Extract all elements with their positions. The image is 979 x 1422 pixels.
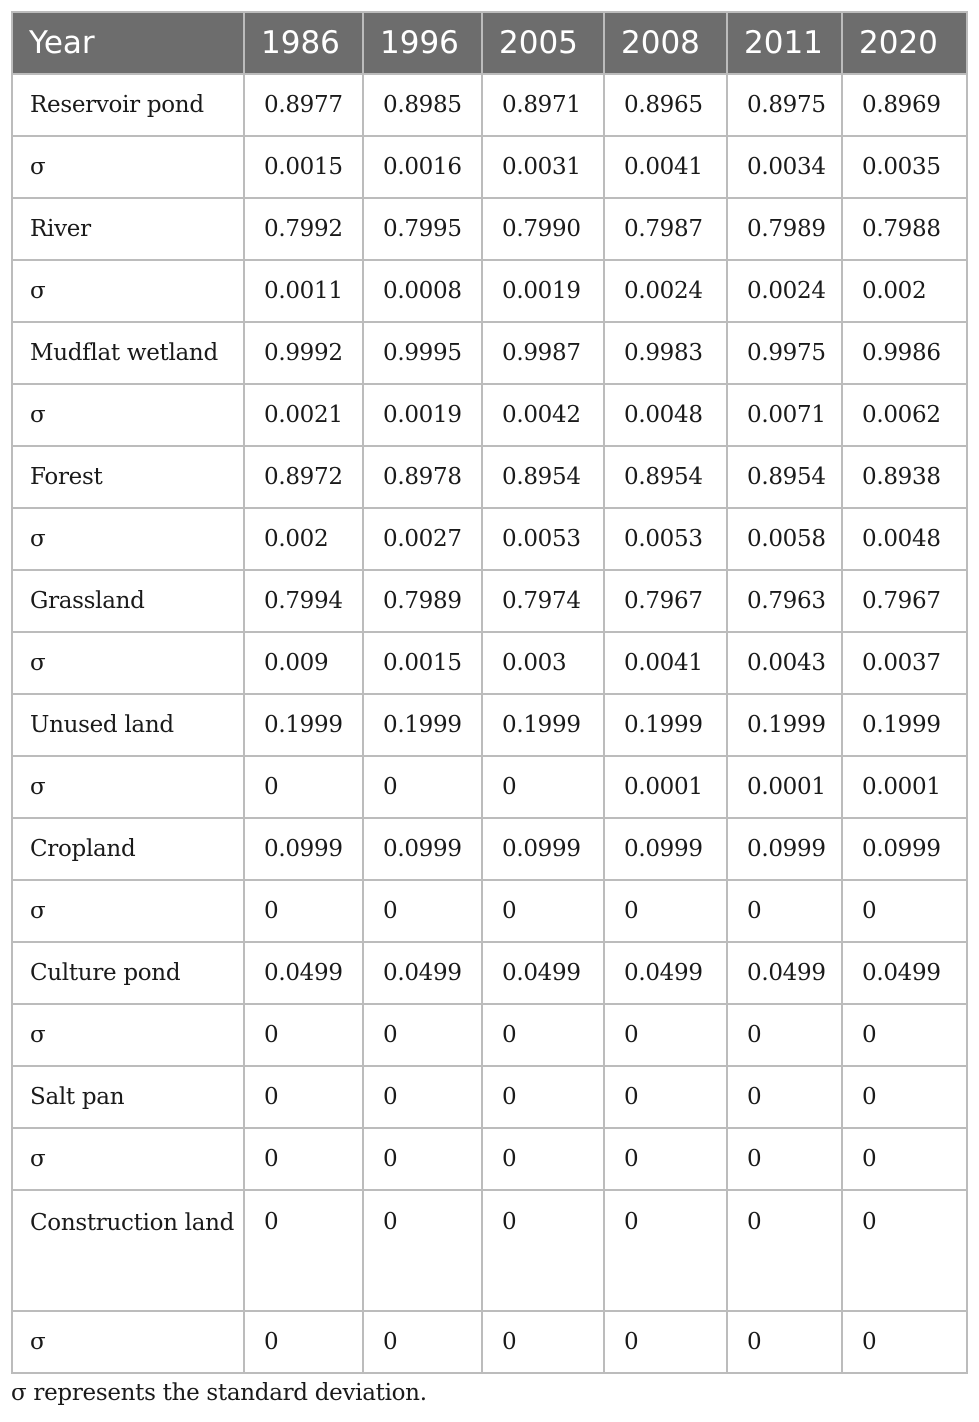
value-cell: 0.0499	[363, 942, 482, 1004]
value-cell: 0.0021	[244, 384, 363, 446]
value-cell: 0.0053	[604, 508, 727, 570]
row-label-cell: Mudflat wetland	[12, 322, 244, 384]
row-label-cell: σ	[12, 508, 244, 570]
row-label-cell: Forest	[12, 446, 244, 508]
header-cell: 2020	[842, 12, 967, 74]
value-cell: 0.0499	[842, 942, 967, 1004]
value-cell: 0.1999	[482, 694, 604, 756]
value-cell: 0.0071	[727, 384, 842, 446]
row-label-cell: σ	[12, 1004, 244, 1066]
table-row	[12, 694, 967, 756]
row-label-cell: Unused land	[12, 694, 244, 756]
value-cell: 0.8969	[842, 74, 967, 136]
value-cell: 0.7988	[842, 198, 967, 260]
value-cell: 0.0001	[727, 756, 842, 818]
row-label-cell: Grassland	[12, 570, 244, 632]
table-row	[12, 446, 967, 508]
table-row	[12, 880, 967, 942]
value-cell: 0	[363, 756, 482, 818]
value-cell: 0.8971	[482, 74, 604, 136]
value-cell: 0	[842, 880, 967, 942]
value-cell: 0.7967	[604, 570, 727, 632]
value-cell: 0.7989	[363, 570, 482, 632]
table-row	[12, 818, 967, 880]
value-cell: 0.0999	[727, 818, 842, 880]
value-cell: 0.1999	[244, 694, 363, 756]
header-cell: 1996	[363, 12, 482, 74]
value-cell: 0.0048	[842, 508, 967, 570]
value-cell: 0.7990	[482, 198, 604, 260]
value-cell: 0.9987	[482, 322, 604, 384]
value-cell: 0.0035	[842, 136, 967, 198]
value-cell: 0	[482, 1190, 604, 1311]
value-cell: 0	[482, 1128, 604, 1190]
value-cell: 0.0999	[244, 818, 363, 880]
value-cell: 0.0499	[244, 942, 363, 1004]
header-cell: 2005	[482, 12, 604, 74]
row-label-cell: Reservoir pond	[12, 74, 244, 136]
value-cell: 0.8954	[482, 446, 604, 508]
row-label-cell: Culture pond	[12, 942, 244, 1004]
row-label-cell: σ	[12, 632, 244, 694]
row-label-cell: σ	[12, 880, 244, 942]
table-row	[12, 508, 967, 570]
value-cell: 0	[727, 1004, 842, 1066]
table-row	[12, 632, 967, 694]
value-cell: 0.0048	[604, 384, 727, 446]
value-cell: 0.8977	[244, 74, 363, 136]
value-cell: 0.0499	[482, 942, 604, 1004]
value-cell: 0.1999	[842, 694, 967, 756]
value-cell: 0	[727, 1311, 842, 1373]
header-cell: 2011	[727, 12, 842, 74]
row-label-cell: σ	[12, 136, 244, 198]
value-cell: 0	[363, 1066, 482, 1128]
value-cell: 0.7995	[363, 198, 482, 260]
value-cell: 0.0001	[842, 756, 967, 818]
table-row	[12, 322, 967, 384]
value-cell: 0	[604, 1066, 727, 1128]
value-cell: 0.8978	[363, 446, 482, 508]
row-label-cell: σ	[12, 756, 244, 818]
value-cell: 0	[842, 1311, 967, 1373]
value-cell: 0.0015	[244, 136, 363, 198]
value-cell: 0	[482, 1004, 604, 1066]
header-cell-year: Year	[12, 12, 244, 74]
value-cell: 0	[842, 1004, 967, 1066]
row-label-cell: Salt pan	[12, 1066, 244, 1128]
value-cell: 0	[482, 756, 604, 818]
value-cell: 0.7963	[727, 570, 842, 632]
table-row	[12, 198, 967, 260]
table-row	[12, 74, 967, 136]
row-label-cell: σ	[12, 384, 244, 446]
value-cell: 0.0999	[363, 818, 482, 880]
value-cell: 0.9995	[363, 322, 482, 384]
value-cell: 0.8954	[604, 446, 727, 508]
table-row	[12, 260, 967, 322]
value-cell: 0.8965	[604, 74, 727, 136]
value-cell: 0.0015	[363, 632, 482, 694]
data-table	[11, 11, 968, 1374]
row-label-cell: Construction land	[12, 1190, 244, 1311]
value-cell: 0.0042	[482, 384, 604, 446]
table-body	[12, 74, 967, 1373]
table-header	[12, 12, 967, 74]
header-row	[12, 12, 967, 74]
value-cell: 0	[482, 1311, 604, 1373]
table-row	[12, 756, 967, 818]
value-cell: 0.7989	[727, 198, 842, 260]
value-cell: 0	[842, 1190, 967, 1311]
value-cell: 0.0016	[363, 136, 482, 198]
value-cell: 0	[363, 1311, 482, 1373]
table-row	[12, 1311, 967, 1373]
value-cell: 0	[363, 1004, 482, 1066]
value-cell: 0.0024	[727, 260, 842, 322]
value-cell: 0	[604, 880, 727, 942]
value-cell: 0.0031	[482, 136, 604, 198]
value-cell: 0.0499	[727, 942, 842, 1004]
value-cell: 0.9983	[604, 322, 727, 384]
value-cell: 0.9992	[244, 322, 363, 384]
value-cell: 0.9975	[727, 322, 842, 384]
value-cell: 0.0999	[482, 818, 604, 880]
value-cell: 0.7992	[244, 198, 363, 260]
value-cell: 0.0024	[604, 260, 727, 322]
value-cell: 0	[727, 1128, 842, 1190]
table-row	[12, 136, 967, 198]
value-cell: 0.0019	[363, 384, 482, 446]
value-cell: 0.0001	[604, 756, 727, 818]
value-cell: 0	[727, 880, 842, 942]
value-cell: 0.7974	[482, 570, 604, 632]
row-label-cell: River	[12, 198, 244, 260]
value-cell: 0	[842, 1066, 967, 1128]
table-row	[12, 1190, 967, 1311]
table-row	[12, 1128, 967, 1190]
table-row	[12, 570, 967, 632]
value-cell: 0.003	[482, 632, 604, 694]
value-cell: 0	[244, 1004, 363, 1066]
value-cell: 0	[727, 1190, 842, 1311]
table-footnote: σ represents the standard deviation.	[11, 1380, 427, 1406]
value-cell: 0.8975	[727, 74, 842, 136]
value-cell: 0.0043	[727, 632, 842, 694]
value-cell: 0	[604, 1190, 727, 1311]
value-cell: 0.0053	[482, 508, 604, 570]
value-cell: 0	[842, 1128, 967, 1190]
header-cell: 1986	[244, 12, 363, 74]
value-cell: 0	[244, 1066, 363, 1128]
value-cell: 0.0027	[363, 508, 482, 570]
row-label-cell: Cropland	[12, 818, 244, 880]
value-cell: 0.0034	[727, 136, 842, 198]
value-cell: 0	[604, 1311, 727, 1373]
value-cell: 0	[244, 1311, 363, 1373]
value-cell: 0.7967	[842, 570, 967, 632]
value-cell: 0.1999	[363, 694, 482, 756]
value-cell: 0	[482, 880, 604, 942]
table-row	[12, 384, 967, 446]
value-cell: 0.8954	[727, 446, 842, 508]
row-label-cell: σ	[12, 1311, 244, 1373]
value-cell: 0.8972	[244, 446, 363, 508]
value-cell: 0.0008	[363, 260, 482, 322]
value-cell: 0.0011	[244, 260, 363, 322]
value-cell: 0.0037	[842, 632, 967, 694]
value-cell: 0.7987	[604, 198, 727, 260]
row-label-cell: σ	[12, 1128, 244, 1190]
row-label-cell: σ	[12, 260, 244, 322]
value-cell: 0	[727, 1066, 842, 1128]
value-cell: 0.7994	[244, 570, 363, 632]
value-cell: 0	[363, 880, 482, 942]
table-row	[12, 942, 967, 1004]
value-cell: 0.0999	[842, 818, 967, 880]
value-cell: 0	[482, 1066, 604, 1128]
value-cell: 0	[244, 1128, 363, 1190]
value-cell: 0.0062	[842, 384, 967, 446]
value-cell: 0.8985	[363, 74, 482, 136]
value-cell: 0	[363, 1190, 482, 1311]
value-cell: 0.8938	[842, 446, 967, 508]
value-cell: 0.002	[842, 260, 967, 322]
value-cell: 0	[244, 1190, 363, 1311]
value-cell: 0.0041	[604, 136, 727, 198]
value-cell: 0	[604, 1004, 727, 1066]
value-cell: 0	[604, 1128, 727, 1190]
header-cell: 2008	[604, 12, 727, 74]
value-cell: 0.002	[244, 508, 363, 570]
value-cell: 0.0499	[604, 942, 727, 1004]
value-cell: 0.009	[244, 632, 363, 694]
value-cell: 0.1999	[604, 694, 727, 756]
table-row	[12, 1004, 967, 1066]
value-cell: 0.1999	[727, 694, 842, 756]
value-cell: 0.0999	[604, 818, 727, 880]
value-cell: 0	[363, 1128, 482, 1190]
value-cell: 0.0058	[727, 508, 842, 570]
value-cell: 0.9986	[842, 322, 967, 384]
value-cell: 0	[244, 880, 363, 942]
value-cell: 0	[244, 756, 363, 818]
table-row	[12, 1066, 967, 1128]
value-cell: 0.0019	[482, 260, 604, 322]
value-cell: 0.0041	[604, 632, 727, 694]
